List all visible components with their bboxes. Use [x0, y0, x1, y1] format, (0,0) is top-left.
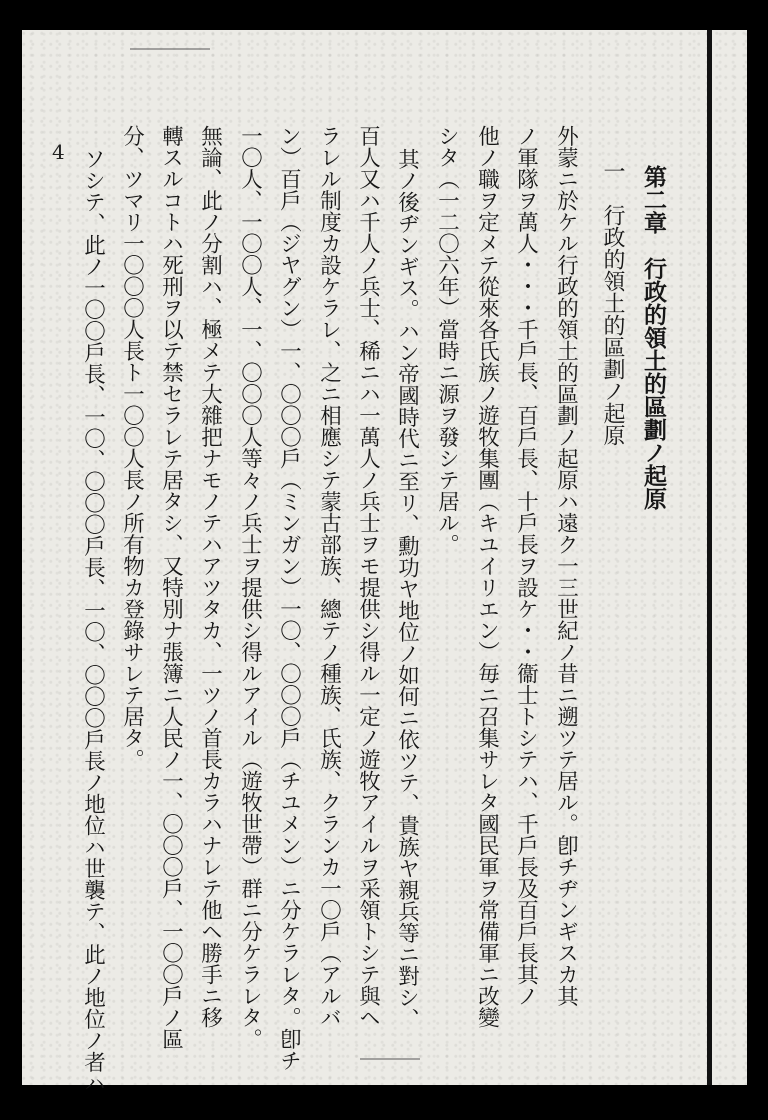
text-column-12: 分、ツマリ一〇〇〇人長ト一〇〇人長ノ所有物カ登錄サレテ居タ。 — [119, 125, 145, 770]
text-column-5: 其ノ後ヂンギス。ハン帝國時代ニ至リ、勳功ヤ地位ノ如何ニ依ツテ、貴族ヤ親兵等ニ對シ、 — [394, 148, 420, 1030]
page-smudge-bottom — [360, 1058, 420, 1060]
text-column-3: 他ノ職ヲ定メテ從來各氏族ノ遊牧集團（キユイリエン）毎ニ召集サレタ國民軍ヲ常備軍ニ改變 — [474, 125, 500, 1028]
section-title: 一 行政的領土的區劃ノ起原 — [600, 160, 625, 446]
text-column-2: ノ軍隊ヲ萬人・・・千戶長、百戶長、十戶長ヲ設ケ・・衞士トシテハ、千戶長及百戶長其ノ — [513, 125, 539, 1007]
text-column-7: ラレル制度カ設ケラレ、之ニ相應シテ蒙古部族、總テノ種族、氏族、クランカ一〇戶（アルバ — [316, 125, 342, 1028]
chapter-title: 第二章 行政的領土的區劃ノ起原 — [640, 165, 667, 510]
binding-edge — [707, 30, 712, 1085]
text-column-11: 轉スルコトハ死刑ヲ以テ禁セラレテ居タシ、又特別ナ張簿ニ人民ノ一、〇〇〇戶、一〇〇戶ノ區 — [158, 125, 184, 1050]
text-column-9: 一〇人、一〇〇人、一、〇〇〇人等々ノ兵士ヲ提供シ得ルアイル（遊牧世帶）群ニ分ケラレタ。 — [237, 125, 263, 1050]
text-column-6: 百人又ハ千人ノ兵士、稀ニハ一萬人ノ兵士ヲモ提供シ得ル一定ノ遊牧アイルヲ采領トシテ與ヘ — [355, 125, 381, 1028]
text-column-10: 無論、此ノ分割ハ、極メテ大雜把ナモノテハアツタカ、一ツノ首長カラハナレテ他ヘ勝手ニ移 — [197, 125, 223, 1028]
text-column-1: 外蒙ニ於ケル行政的領土的區劃ノ起原ハ遠ク一三世紀ノ昔ニ遡ツテ居ル。卽チヂンギスカ其 — [553, 125, 579, 1007]
text-column-8: ン）百戶（ジヤグン）一、〇〇〇戶（ミンガン）一〇、〇〇〇戶（チユメン）ニ分ケラレタ。卽チ — [276, 125, 302, 1071]
text-column-13: ソシテ、此ノ一〇〇戶長、一〇、〇〇〇戶長、一〇、〇〇〇戶長ノ地位ハ世襲テ、此ノ地位ノ者ハ — [80, 148, 106, 1094]
text-column-4: シタ（一二〇六年）當時ニ源ヲ發シテ居ル。 — [434, 125, 460, 555]
page-smudge-top — [130, 48, 210, 50]
page-number: 4 — [52, 140, 65, 164]
